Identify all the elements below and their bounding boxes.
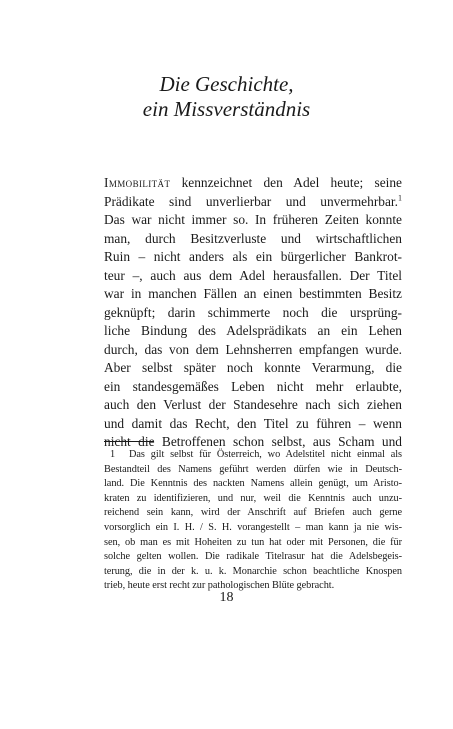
- footnote: [104, 448, 402, 594]
- body-line: Das war nicht immer so. In früheren Zeiten konnte: [104, 212, 402, 227]
- footnote-line: kraten zu identifizieren, und nur, weil die Kenntnis auch unzu-: [104, 492, 402, 504]
- body-line: teur –, auch aus dem Adel herausfallen. Der Titel: [104, 267, 402, 283]
- footnote-number: 1: [110, 449, 116, 460]
- footnote-line: Bestandteil des Namens geführt werden dürfen wie in Deutsch-: [104, 463, 402, 475]
- body-line: Immobilität kennzeichnet den Adel heute; seine: [104, 175, 402, 190]
- chapter-title-line-1: Die Geschichte,: [159, 72, 294, 96]
- body-line: auch den Verlust der Standesehre nach sich ziehen: [104, 397, 402, 412]
- chapter-title-line-2: ein Missverständnis: [142, 97, 311, 121]
- body-line: und damit das Recht, den Titel zu führen – wenn: [104, 415, 402, 431]
- footnote-rule: [104, 441, 153, 442]
- body-line: war in manchen Fällen an einen bestimmten Besitz: [104, 286, 402, 301]
- chapter-title: [0, 72, 453, 122]
- footnote-line: 1 Das gilt selbst für Österreich, wo Adelstitel nicht einmal als: [104, 448, 402, 463]
- footnote-line: reichend sein kann, wird der Anschrift auf Briefen auch gerne: [104, 507, 402, 519]
- footnote-line: sen, ob man es mit Hoheiten zu tun hat oder mit Personen, die für: [104, 536, 402, 548]
- body-line: Ruin – nicht anders als ein bürgerlicher Bankrot-: [104, 249, 402, 264]
- body-line: ein standesgemäßes Leben nicht mehr erlaubte,: [104, 378, 402, 394]
- footnote-line: trieb, heute erst recht zur pathologischen Blüte gebracht.: [104, 580, 335, 592]
- body-line: nicht die Betroffenen schon selbst, aus Scham und: [104, 434, 402, 449]
- body-line: liche Bindung des Adelsprädikats an ein Lehen: [104, 323, 402, 338]
- lead-word: Immobilität: [104, 175, 171, 190]
- body-text: [104, 174, 402, 452]
- body-line: geknüpft; darin schimmerte noch die ursprüng-: [104, 304, 402, 320]
- page-number: 18: [219, 590, 234, 605]
- footnote-line: solche gelten wollen. Die radikale Titelrasur hat die Adelsbegeis-: [104, 551, 402, 563]
- body-line: Prädikate sind unverlierbar und unvermehrbar.$^1$: [104, 193, 402, 209]
- body-line: Aber selbst später noch konnte Verarmung, die: [104, 360, 402, 375]
- body-line: man, durch Besitzverluste und wirtschaftlichen: [104, 230, 402, 246]
- footnote-line: land. Die Kenntnis des nackten Namens allein genügt, um Aristo-: [104, 478, 402, 490]
- footnote-line: terung, die in der k. u. k. Monarchie schon beachtliche Knospen: [104, 565, 402, 577]
- body-line: durch, das von dem Lehnsherren empfangen wurde.: [104, 341, 402, 357]
- footnote-line: vorsorglich ein I. H. / S. H. vorangestellt – man kann ja nie wis-: [104, 521, 402, 533]
- footnote-ref: 1: [398, 193, 402, 203]
